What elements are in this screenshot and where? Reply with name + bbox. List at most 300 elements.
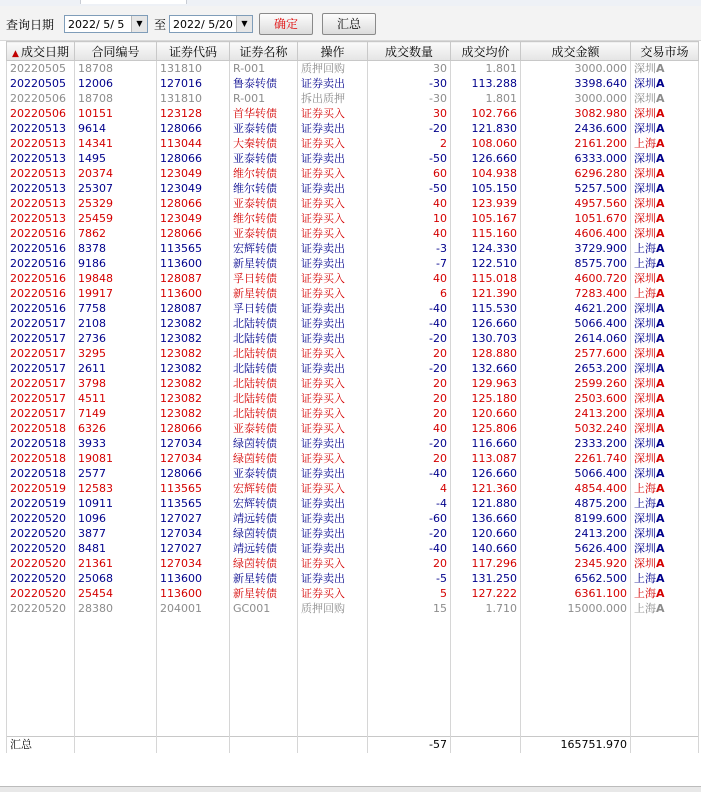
name-cell: R-001 [230, 61, 298, 77]
avg-price-cell: 123.939 [451, 196, 521, 211]
market-name: 深圳 [634, 107, 656, 120]
table-row[interactable] [7, 526, 699, 541]
operation-cell: 证券卖出 [298, 466, 368, 481]
avg-price-cell: 120.660 [451, 406, 521, 421]
market-cell [631, 436, 699, 451]
market-cell [631, 391, 699, 406]
quantity-cell: -60 [368, 511, 451, 526]
operation-cell: 证券卖出 [298, 436, 368, 451]
name-cell: 亚泰转债 [230, 421, 298, 436]
operation-cell: 证券卖出 [298, 361, 368, 376]
market-name: 上海 [634, 482, 656, 495]
market-account-flag: A [656, 212, 665, 225]
col-header-code[interactable]: 证券代码 [157, 42, 230, 61]
name-cell: 鲁泰转债 [230, 76, 298, 91]
operation-cell: 证券卖出 [298, 541, 368, 556]
quantity-cell: -20 [368, 121, 451, 136]
table-row[interactable] [7, 541, 699, 556]
date-cell: 20220520 [7, 601, 75, 616]
contract-cell: 2611 [75, 361, 157, 376]
table-row[interactable] [7, 346, 699, 361]
name-cell: 靖远转债 [230, 511, 298, 526]
contract-cell: 10911 [75, 496, 157, 511]
contract-cell: 12006 [75, 76, 157, 91]
name-cell: 绿茵转债 [230, 526, 298, 541]
contract-cell: 3933 [75, 436, 157, 451]
market-name: 深圳 [634, 152, 656, 165]
table-row[interactable] [7, 301, 699, 316]
market-cell [631, 406, 699, 421]
quantity-cell: 20 [368, 451, 451, 466]
quantity-cell: 6 [368, 286, 451, 301]
market-account-flag: A [656, 137, 665, 150]
quantity-cell: 40 [368, 196, 451, 211]
table-row[interactable] [7, 286, 699, 301]
quantity-cell: 5 [368, 586, 451, 601]
operation-cell: 证券买入 [298, 226, 368, 241]
operation-cell: 证券买入 [298, 376, 368, 391]
amount-cell: 2413.200 [521, 526, 631, 541]
amount-cell: 3000.000 [521, 61, 631, 77]
amount-cell: 8575.700 [521, 256, 631, 271]
code-cell: 113600 [157, 286, 230, 301]
date-cell: 20220518 [7, 466, 75, 481]
table-row[interactable] [7, 91, 699, 106]
market-account-flag: A [656, 512, 665, 525]
avg-price-cell: 113.087 [451, 451, 521, 466]
market-account-flag: A [656, 347, 665, 360]
operation-cell: 证券买入 [298, 586, 368, 601]
name-cell: 亚泰转债 [230, 121, 298, 136]
market-cell [631, 166, 699, 181]
end-date-value: 2022/ 5/20 [173, 18, 233, 31]
date-cell: 20220513 [7, 136, 75, 151]
contract-cell: 3798 [75, 376, 157, 391]
trade-rows [7, 61, 699, 617]
operation-cell: 证券买入 [298, 391, 368, 406]
avg-price-cell: 126.660 [451, 466, 521, 481]
market-name: 深圳 [634, 527, 656, 540]
code-cell: 128066 [157, 196, 230, 211]
name-cell: 新星转债 [230, 256, 298, 271]
table-row[interactable] [7, 331, 699, 346]
start-date-picker[interactable] [64, 15, 148, 33]
table-row[interactable] [7, 256, 699, 271]
quantity-cell: -20 [368, 331, 451, 346]
contract-cell: 25329 [75, 196, 157, 211]
operation-cell: 证券买入 [298, 556, 368, 571]
market-name: 上海 [634, 242, 656, 255]
code-cell: 123082 [157, 406, 230, 421]
table-row[interactable] [7, 241, 699, 256]
amount-cell: 2577.600 [521, 346, 631, 361]
table-row[interactable] [7, 136, 699, 151]
table-row[interactable] [7, 271, 699, 286]
contract-cell: 7862 [75, 226, 157, 241]
code-cell: 128066 [157, 151, 230, 166]
operation-cell: 证券卖出 [298, 526, 368, 541]
table-row[interactable] [7, 496, 699, 511]
table-row[interactable] [7, 76, 699, 91]
start-date-value: 2022/ 5/ 5 [68, 18, 125, 31]
table-row[interactable] [7, 436, 699, 451]
amount-cell: 5066.400 [521, 466, 631, 481]
table-row[interactable] [7, 106, 699, 121]
amount-cell: 1051.670 [521, 211, 631, 226]
operation-cell: 证券买入 [298, 451, 368, 466]
quantity-cell: -4 [368, 496, 451, 511]
operation-cell: 证券买入 [298, 421, 368, 436]
summary-label: 汇总 [7, 737, 75, 754]
avg-price-cell: 115.160 [451, 226, 521, 241]
operation-cell: 证券买入 [298, 406, 368, 421]
name-cell: 首华转债 [230, 106, 298, 121]
code-cell: 113600 [157, 586, 230, 601]
quantity-cell: 20 [368, 556, 451, 571]
code-cell: 131810 [157, 61, 230, 77]
market-account-flag: A [656, 467, 665, 480]
table-row[interactable] [7, 571, 699, 586]
end-date-picker[interactable] [169, 15, 253, 33]
date-cell: 20220519 [7, 496, 75, 511]
col-header-operation[interactable]: 操作 [298, 42, 368, 61]
market-name: 深圳 [634, 167, 656, 180]
code-cell: 131810 [157, 91, 230, 106]
contract-cell: 9186 [75, 256, 157, 271]
avg-price-cell: 126.660 [451, 151, 521, 166]
col-header-contract[interactable]: 合同编号 [75, 42, 157, 61]
table-row[interactable] [7, 181, 699, 196]
table-row[interactable] [7, 226, 699, 241]
market-cell [631, 421, 699, 436]
operation-cell: 证券卖出 [298, 301, 368, 316]
date-cell: 20220518 [7, 451, 75, 466]
name-cell: 亚泰转债 [230, 226, 298, 241]
operation-cell: 证券卖出 [298, 121, 368, 136]
name-cell: GC001 [230, 601, 298, 616]
code-cell: 123082 [157, 361, 230, 376]
market-cell [631, 76, 699, 91]
table-row[interactable] [7, 556, 699, 571]
contract-cell: 25459 [75, 211, 157, 226]
date-cell: 20220517 [7, 331, 75, 346]
quantity-cell: -20 [368, 436, 451, 451]
contract-cell: 21361 [75, 556, 157, 571]
avg-price-cell: 105.167 [451, 211, 521, 226]
market-account-flag: A [656, 392, 665, 405]
amount-cell: 2345.920 [521, 556, 631, 571]
quantity-cell: 20 [368, 346, 451, 361]
date-cell: 20220519 [7, 481, 75, 496]
market-cell [631, 586, 699, 601]
market-cell [631, 121, 699, 136]
avg-price-cell: 126.660 [451, 316, 521, 331]
quantity-cell: 20 [368, 391, 451, 406]
avg-price-cell: 1.710 [451, 601, 521, 616]
avg-price-cell: 120.660 [451, 526, 521, 541]
name-cell: 宏辉转债 [230, 496, 298, 511]
avg-price-cell: 127.222 [451, 586, 521, 601]
operation-cell: 证券卖出 [298, 316, 368, 331]
market-cell [631, 496, 699, 511]
chevron-down-icon[interactable]: ▼ [131, 16, 147, 32]
market-name: 深圳 [634, 272, 656, 285]
date-cell: 20220520 [7, 571, 75, 586]
amount-cell: 4600.720 [521, 271, 631, 286]
code-cell: 128087 [157, 271, 230, 286]
contract-cell: 9614 [75, 121, 157, 136]
col-header-amount[interactable]: 成交金额 [521, 42, 631, 61]
avg-price-cell: 121.830 [451, 121, 521, 136]
code-cell: 127027 [157, 541, 230, 556]
market-cell [631, 241, 699, 256]
amount-cell: 8199.600 [521, 511, 631, 526]
market-account-flag: A [656, 92, 665, 105]
date-cell: 20220516 [7, 226, 75, 241]
amount-cell: 6361.100 [521, 586, 631, 601]
code-cell: 204001 [157, 601, 230, 616]
code-cell: 113600 [157, 571, 230, 586]
operation-cell: 证券买入 [298, 481, 368, 496]
quantity-cell: -7 [368, 256, 451, 271]
avg-price-cell: 125.806 [451, 421, 521, 436]
avg-price-cell: 104.938 [451, 166, 521, 181]
trade-grid [6, 41, 700, 753]
name-cell: 北陆转债 [230, 346, 298, 361]
market-name: 上海 [634, 287, 656, 300]
amount-cell: 3082.980 [521, 106, 631, 121]
avg-price-cell: 1.801 [451, 91, 521, 106]
date-cell: 20220520 [7, 526, 75, 541]
confirm-button[interactable]: 确定 [259, 13, 313, 35]
summary-button[interactable]: 汇总 [322, 13, 376, 35]
operation-cell: 质押回购 [298, 601, 368, 616]
quantity-cell: 20 [368, 406, 451, 421]
market-account-flag: A [656, 332, 665, 345]
market-name: 深圳 [634, 77, 656, 90]
name-cell: 靖远转债 [230, 541, 298, 556]
quantity-cell: 30 [368, 61, 451, 77]
market-account-flag: A [656, 227, 665, 240]
market-name: 深圳 [634, 227, 656, 240]
table-row[interactable] [7, 196, 699, 211]
date-cell: 20220506 [7, 106, 75, 121]
market-account-flag: A [656, 197, 665, 210]
market-cell [631, 211, 699, 226]
code-cell: 113565 [157, 241, 230, 256]
code-cell: 127034 [157, 451, 230, 466]
table-row[interactable] [7, 151, 699, 166]
market-account-flag: A [656, 497, 665, 510]
quantity-cell: -30 [368, 76, 451, 91]
date-cell: 20220513 [7, 151, 75, 166]
market-account-flag: A [656, 122, 665, 135]
amount-cell: 3729.900 [521, 241, 631, 256]
market-name: 深圳 [634, 542, 656, 555]
market-name: 上海 [634, 257, 656, 270]
name-cell: 绿茵转债 [230, 436, 298, 451]
avg-price-cell: 121.360 [451, 481, 521, 496]
code-cell: 123049 [157, 181, 230, 196]
contract-cell: 10151 [75, 106, 157, 121]
quantity-cell: 60 [368, 166, 451, 181]
avg-price-cell: 121.880 [451, 496, 521, 511]
contract-cell: 25307 [75, 181, 157, 196]
name-cell: 维尔转债 [230, 166, 298, 181]
operation-cell: 证券卖出 [298, 331, 368, 346]
name-cell: 宏辉转债 [230, 241, 298, 256]
market-cell [631, 181, 699, 196]
table-row[interactable] [7, 451, 699, 466]
table-row[interactable] [7, 391, 699, 406]
market-account-flag: A [656, 77, 665, 90]
table-header-row [7, 42, 699, 61]
date-cell: 20220513 [7, 181, 75, 196]
status-strip [0, 786, 701, 792]
market-account-flag: A [656, 152, 665, 165]
avg-price-cell: 121.390 [451, 286, 521, 301]
amount-cell: 4875.200 [521, 496, 631, 511]
amount-cell: 4621.200 [521, 301, 631, 316]
market-account-flag: A [656, 167, 665, 180]
summary-row [7, 737, 699, 754]
trade-table [6, 41, 699, 753]
operation-cell: 证券买入 [298, 106, 368, 121]
market-cell [631, 331, 699, 346]
market-account-flag: A [656, 452, 665, 465]
table-row[interactable] [7, 361, 699, 376]
col-header-market[interactable]: 交易市场 [631, 42, 699, 61]
market-cell [631, 451, 699, 466]
table-row[interactable] [7, 406, 699, 421]
table-row[interactable] [7, 316, 699, 331]
avg-price-cell: 129.963 [451, 376, 521, 391]
market-account-flag: A [656, 242, 665, 255]
table-row[interactable] [7, 121, 699, 136]
date-cell: 20220506 [7, 91, 75, 106]
market-cell [631, 61, 699, 77]
operation-cell: 证券卖出 [298, 151, 368, 166]
code-cell: 113044 [157, 136, 230, 151]
query-date-label: 查询日期 [6, 18, 55, 32]
market-account-flag: A [656, 572, 665, 585]
contract-cell: 8481 [75, 541, 157, 556]
contract-cell: 2736 [75, 331, 157, 346]
market-cell [631, 226, 699, 241]
avg-price-cell: 117.296 [451, 556, 521, 571]
code-cell: 123082 [157, 316, 230, 331]
quantity-cell: -50 [368, 181, 451, 196]
market-cell [631, 91, 699, 106]
market-cell [631, 526, 699, 541]
market-account-flag: A [656, 437, 665, 450]
name-cell: R-001 [230, 91, 298, 106]
market-account-flag: A [656, 527, 665, 540]
market-name: 深圳 [634, 392, 656, 405]
contract-cell: 25068 [75, 571, 157, 586]
table-row[interactable] [7, 466, 699, 481]
table-row[interactable] [7, 511, 699, 526]
table-row[interactable] [7, 586, 699, 601]
quantity-cell: -40 [368, 316, 451, 331]
market-account-flag: A [656, 407, 665, 420]
col-header-name[interactable]: 证券名称 [230, 42, 298, 61]
quantity-cell: 40 [368, 271, 451, 286]
market-account-flag: A [656, 542, 665, 555]
chevron-down-icon[interactable]: ▼ [236, 16, 252, 32]
table-row[interactable] [7, 481, 699, 496]
market-account-flag: A [656, 422, 665, 435]
table-row[interactable] [7, 211, 699, 226]
market-cell [631, 601, 699, 616]
avg-price-cell: 128.880 [451, 346, 521, 361]
quantity-cell: -20 [368, 361, 451, 376]
date-cell: 20220513 [7, 196, 75, 211]
amount-cell: 2261.740 [521, 451, 631, 466]
table-row[interactable] [7, 61, 699, 77]
date-cell: 20220520 [7, 586, 75, 601]
col-header-quantity[interactable]: 成交数量 [368, 42, 451, 61]
col-header-date[interactable]: ▲ 成交日期 [7, 42, 75, 61]
table-row[interactable] [7, 166, 699, 181]
market-name: 深圳 [634, 362, 656, 375]
market-name: 深圳 [634, 407, 656, 420]
contract-cell: 3877 [75, 526, 157, 541]
market-account-flag: A [656, 482, 665, 495]
market-account-flag: A [656, 362, 665, 375]
avg-price-cell: 105.150 [451, 181, 521, 196]
code-cell: 123082 [157, 331, 230, 346]
avg-price-cell: 131.250 [451, 571, 521, 586]
market-account-flag: A [656, 302, 665, 315]
table-row[interactable] [7, 376, 699, 391]
col-header-avg-price[interactable]: 成交均价 [451, 42, 521, 61]
amount-cell: 2436.600 [521, 121, 631, 136]
market-cell [631, 541, 699, 556]
market-cell [631, 151, 699, 166]
contract-cell: 7149 [75, 406, 157, 421]
name-cell: 亚泰转债 [230, 466, 298, 481]
table-row[interactable] [7, 421, 699, 436]
name-cell: 北陆转债 [230, 331, 298, 346]
market-account-flag: A [656, 287, 665, 300]
amount-cell: 6333.000 [521, 151, 631, 166]
market-name: 上海 [634, 587, 656, 600]
query-toolbar [0, 6, 701, 41]
name-cell: 维尔转债 [230, 211, 298, 226]
code-cell: 128066 [157, 466, 230, 481]
market-account-flag: A [656, 257, 665, 270]
market-name: 深圳 [634, 512, 656, 525]
date-cell: 20220520 [7, 511, 75, 526]
name-cell: 大秦转债 [230, 136, 298, 151]
market-name: 上海 [634, 137, 656, 150]
name-cell: 孚日转债 [230, 301, 298, 316]
code-cell: 113565 [157, 481, 230, 496]
date-cell: 20220517 [7, 406, 75, 421]
table-row[interactable] [7, 601, 699, 616]
contract-cell: 20374 [75, 166, 157, 181]
name-cell: 北陆转债 [230, 376, 298, 391]
date-cell: 20220516 [7, 301, 75, 316]
market-cell [631, 316, 699, 331]
contract-cell: 18708 [75, 91, 157, 106]
quantity-cell: -30 [368, 91, 451, 106]
market-name: 深圳 [634, 557, 656, 570]
avg-price-cell: 115.018 [451, 271, 521, 286]
avg-price-cell: 1.801 [451, 61, 521, 77]
date-cell: 20220505 [7, 76, 75, 91]
